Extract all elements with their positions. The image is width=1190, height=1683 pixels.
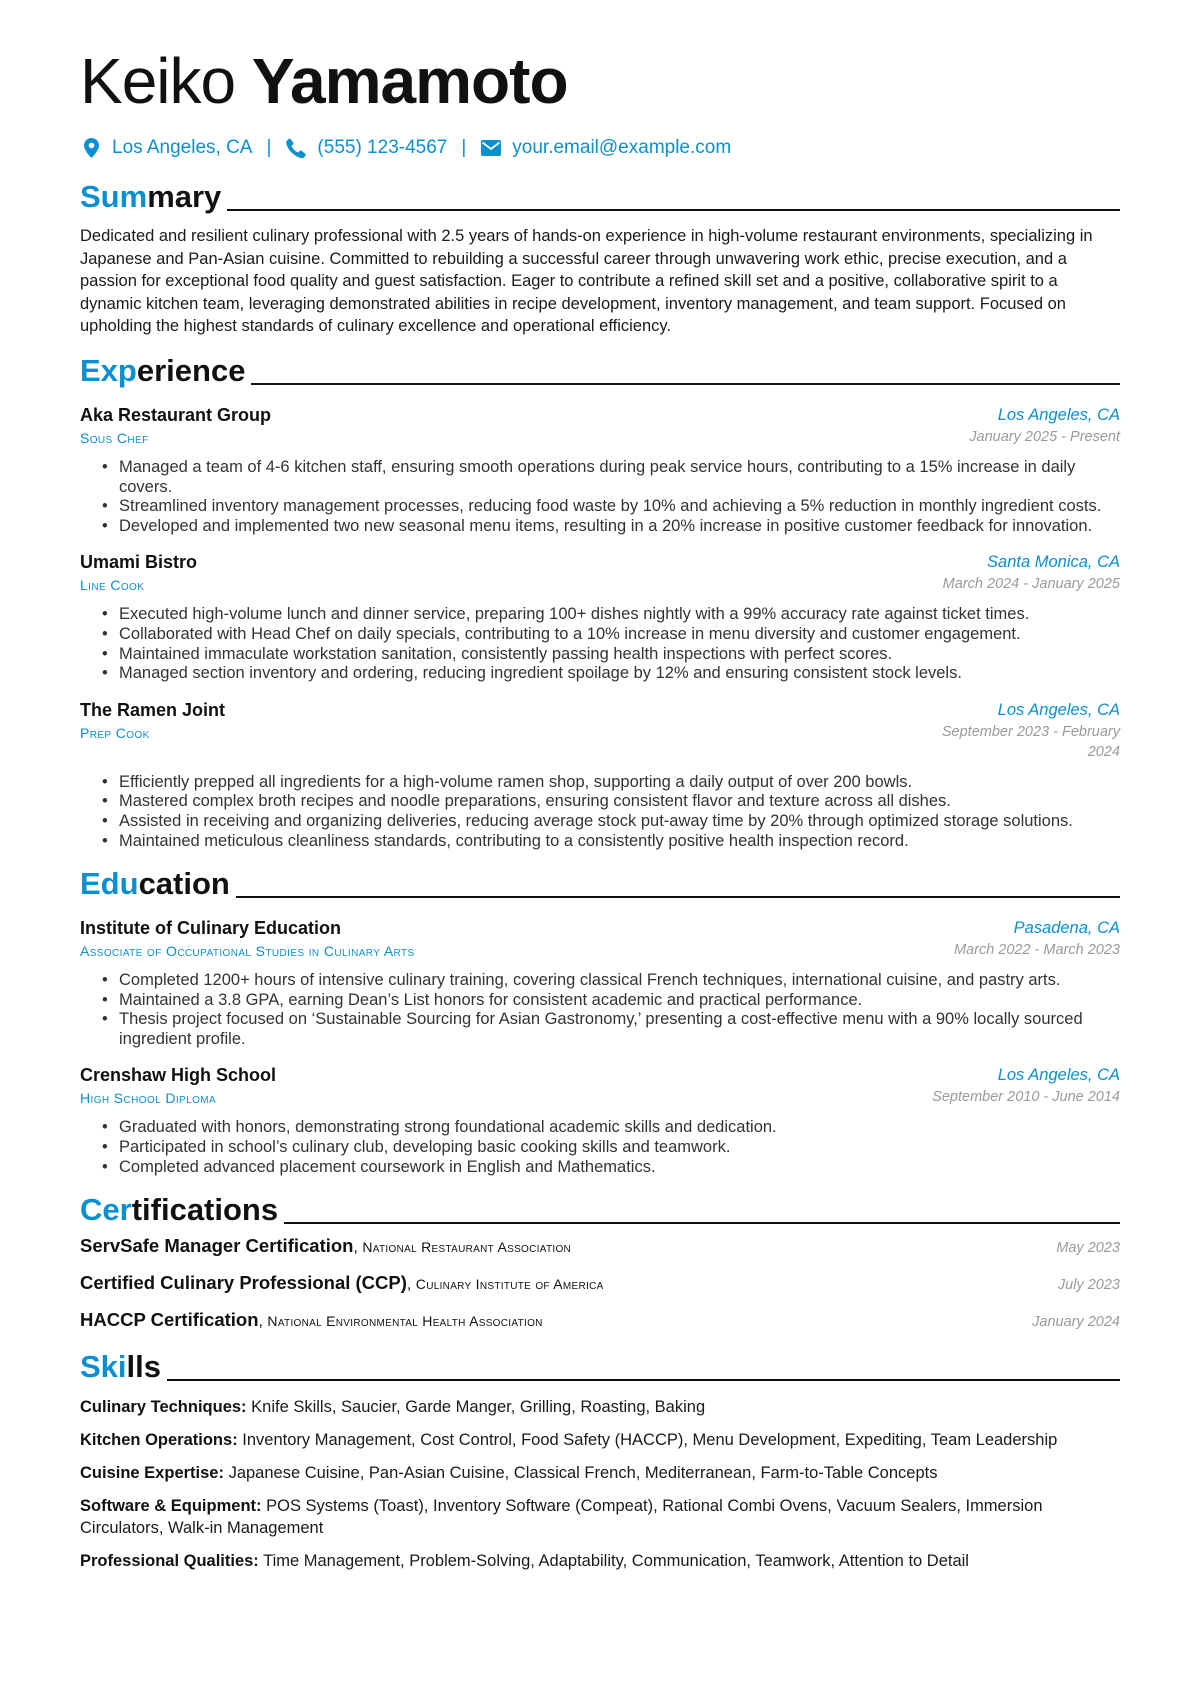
phone-text: (555) 123-4567: [317, 137, 448, 158]
entry-role: Prep Cook: [80, 724, 150, 741]
summary-heading: [80, 178, 1120, 214]
skills-title-rest: lls: [126, 1349, 161, 1385]
certifications-heading: [80, 1191, 1120, 1227]
entry-organization: Crenshaw High School: [80, 1065, 277, 1086]
contact-email[interactable]: [480, 137, 731, 159]
contact-separator: |: [461, 137, 467, 158]
skill-line: [80, 1462, 1120, 1484]
skill-line: [80, 1550, 1120, 1572]
experience-heading: [80, 352, 1120, 388]
entry-bullets: [80, 1118, 1120, 1177]
certification-item: Certified Culinary Professional (CCP), Culinary Institute of America July 2023: [80, 1272, 1120, 1294]
list-item: • Maintained immaculate workstation sanitation, consistently passing health inspections with perfect scores.: [102, 645, 1120, 665]
skill-value: Knife Skills, Saucier, Garde Manger, Grilling, Roasting, Baking: [251, 1398, 706, 1417]
certification-name: Certified Culinary Professional (CCP): [80, 1272, 407, 1294]
education-title-accent: Edu: [80, 866, 139, 902]
entry-location: Los Angeles, CA: [997, 405, 1120, 424]
experience-entry: [80, 550, 1120, 683]
skill-line: [80, 1495, 1120, 1539]
skill-value: POS Systems (Toast), Inventory Software (Compeat), Rational Combi Ovens, Vacuum Sealers, Immersion Circulators, Walk-in Management: [80, 1497, 1043, 1538]
entry-organization: The Ramen Joint: [80, 699, 226, 720]
skill-label: Software & Equipment:: [80, 1497, 262, 1516]
certification-issuer: National Restaurant Association: [362, 1239, 572, 1256]
entry-dates: March 2022 - March 2023: [953, 942, 1120, 959]
certification-name: HACCP Certification: [80, 1309, 259, 1331]
entry-location: Los Angeles, CA: [997, 1066, 1120, 1085]
resume-page: [80, 42, 1120, 1572]
entry-role: Sous Chef: [80, 429, 149, 446]
list-item: • Maintained a 3.8 GPA, earning Dean’s List honors for consistent academic and practical performance.: [102, 991, 1120, 1011]
list-item: • Developed and implemented two new seasonal menu items, resulting in a 20% increase in positive customer feedback for innovation.: [102, 517, 1120, 537]
list-item: • Completed 1200+ hours of intensive culinary training, covering classical French techniques, international cuisine, and pastry arts.: [102, 971, 1120, 991]
list-item: • Maintained meticulous cleanliness standards, contributing to a consistently positive health inspection record.: [102, 832, 1120, 852]
skill-line: [80, 1429, 1120, 1451]
education-entry: [80, 916, 1120, 1049]
summary-title-rest: mary: [147, 179, 222, 214]
contact-separator: |: [266, 137, 272, 158]
section-divider: [284, 1222, 1120, 1224]
skill-label: Professional Qualities:: [80, 1552, 259, 1571]
contact-phone[interactable]: [285, 137, 447, 159]
summary-text: Dedicated and resilient culinary professional with 2.5 years of hands-on experience in high-volume restaurant environments, specializing in Japanese and Pan-Asian cuisine. Committed to rebuilding a successful career through unwavering work ethic, precise execution, and a passion for exceptional food quality and guest satisfaction. Eager to contribute a refined skill set and a positive, collaborative spirit to a dynamic kitchen team, leveraging demonstrated abilities in recipe development, inventory management, and team support. Focused on upholding the highest standards of culinary excellence and operational efficiency.: [80, 227, 1093, 336]
list-item: • Managed a team of 4-6 kitchen staff, ensuring smooth operations during peak service hours, contributing to a 15% increase in daily covers.: [102, 458, 1120, 497]
email-text: your.email@example.com: [512, 137, 732, 158]
section-divider: [167, 1379, 1120, 1381]
contact-line: [80, 134, 1120, 162]
entry-location: Pasadena, CA: [1013, 919, 1120, 938]
list-item: • Graduated with honors, demonstrating strong foundational academic skills and dedication.: [102, 1118, 1120, 1138]
certification-item: HACCP Certification, National Environmental Health Association January 2024: [80, 1309, 1120, 1331]
list-item: • Mastered complex broth recipes and noodle preparations, ensuring consistent flavor and texture across all dishes.: [102, 792, 1120, 812]
entry-role: Associate of Occupational Studies in Culinary Arts: [80, 943, 415, 960]
candidate-name: [80, 42, 1120, 120]
envelope-icon: [480, 137, 502, 159]
experience-title-rest: erience: [136, 352, 246, 388]
entry-bullets: [80, 971, 1120, 1049]
list-item: • Streamlined inventory management processes, reducing food waste by 10% and achieving a 5% reduction in monthly ingredient costs.: [102, 497, 1120, 517]
entry-dates: September 2010 - June 2014: [932, 1089, 1120, 1106]
experience-title-accent: Exp: [80, 352, 137, 388]
skill-value: Inventory Management, Cost Control, Food Safety (HACCP), Menu Development, Expediting, Team Leadership: [242, 1431, 1058, 1450]
list-item: • Thesis project focused on ‘Sustainable Sourcing for Asian Gastronomy,’ presenting a cost-effective menu with a 90% locally sourced ingredient profile.: [102, 1010, 1120, 1049]
phone-icon: [285, 137, 307, 159]
entry-bullets: [80, 458, 1120, 536]
map-pin-icon: [80, 137, 102, 159]
experience-entry: [80, 698, 1120, 851]
last-name: Yamamoto: [251, 45, 568, 117]
contact-location: [80, 137, 252, 159]
list-item: • Collaborated with Head Chef on daily specials, contributing to a 10% increase in menu diversity and customer engagement.: [102, 625, 1120, 645]
certifications-title-accent: Cer: [80, 1192, 132, 1228]
certification-date: January 2024: [1032, 1314, 1120, 1331]
skill-label: Kitchen Operations:: [80, 1431, 238, 1450]
certification-date: May 2023: [1056, 1240, 1120, 1257]
entry-bullets: [80, 773, 1120, 851]
education-entry: [80, 1063, 1120, 1177]
skill-label: Cuisine Expertise:: [80, 1464, 224, 1483]
list-item: • Completed advanced placement coursework in English and Mathematics.: [102, 1158, 1120, 1178]
first-name: Keiko: [80, 45, 236, 117]
summary-title-accent: Sum: [80, 179, 148, 214]
certification-issuer: National Environmental Health Association: [267, 1313, 543, 1330]
certification-date: July 2023: [1057, 1277, 1120, 1294]
list-item: • Managed section inventory and ordering, reducing ingredient spoilage by 12% and ensuring consistent stock levels.: [102, 664, 1120, 684]
skill-line: [80, 1396, 1120, 1418]
list-item: • Efficiently prepped all ingredients for a high-volume ramen shop, supporting a daily output of over 200 bowls.: [102, 773, 1120, 793]
certification-name: ServSafe Manager Certification: [80, 1235, 354, 1257]
entry-bullets: [80, 605, 1120, 683]
entry-dates: January 2025 - Present: [969, 428, 1120, 445]
skills-heading: [80, 1348, 1120, 1384]
skill-label: Culinary Techniques:: [80, 1398, 247, 1417]
entry-location: Santa Monica, CA: [987, 553, 1120, 572]
entry-role: Line Cook: [80, 577, 145, 594]
experience-entry: [80, 403, 1120, 536]
list-item: • Executed high-volume lunch and dinner service, preparing 100+ dishes nightly with a 99% accuracy rate against ticket times.: [102, 605, 1120, 625]
skills-title-accent: Ski: [80, 1349, 127, 1385]
section-divider: [227, 209, 1120, 211]
location-text: Los Angeles, CA: [112, 137, 253, 158]
skill-value: Time Management, Problem-Solving, Adaptability, Communication, Teamwork, Attention to Detail: [263, 1552, 969, 1571]
section-divider: [251, 383, 1120, 385]
entry-dates: September 2023 - February 2024: [941, 723, 1120, 760]
entry-organization: Umami Bistro: [80, 552, 198, 573]
entry-organization: Institute of Culinary Education: [80, 918, 342, 939]
entry-location: Los Angeles, CA: [997, 700, 1120, 719]
list-item: • Assisted in receiving and organizing deliveries, reducing average stock put-away time by 20% through optimized storage solutions.: [102, 812, 1120, 832]
education-title-rest: cation: [138, 866, 230, 902]
list-item: • Participated in school’s culinary club, developing basic cooking skills and teamwork.: [102, 1138, 1120, 1158]
certifications-title-rest: tifications: [131, 1192, 279, 1228]
certification-item: ServSafe Manager Certification, National Restaurant Association May 2023: [80, 1235, 1120, 1257]
entry-dates: March 2024 - January 2025: [942, 576, 1120, 593]
skill-value: Japanese Cuisine, Pan-Asian Cuisine, Classical French, Mediterranean, Farm-to-Table Concepts: [228, 1464, 938, 1483]
entry-role: High School Diploma: [80, 1090, 217, 1107]
certification-issuer: Culinary Institute of America: [415, 1276, 604, 1293]
entry-organization: Aka Restaurant Group: [80, 404, 272, 425]
education-heading: [80, 865, 1120, 901]
section-divider: [236, 896, 1120, 898]
